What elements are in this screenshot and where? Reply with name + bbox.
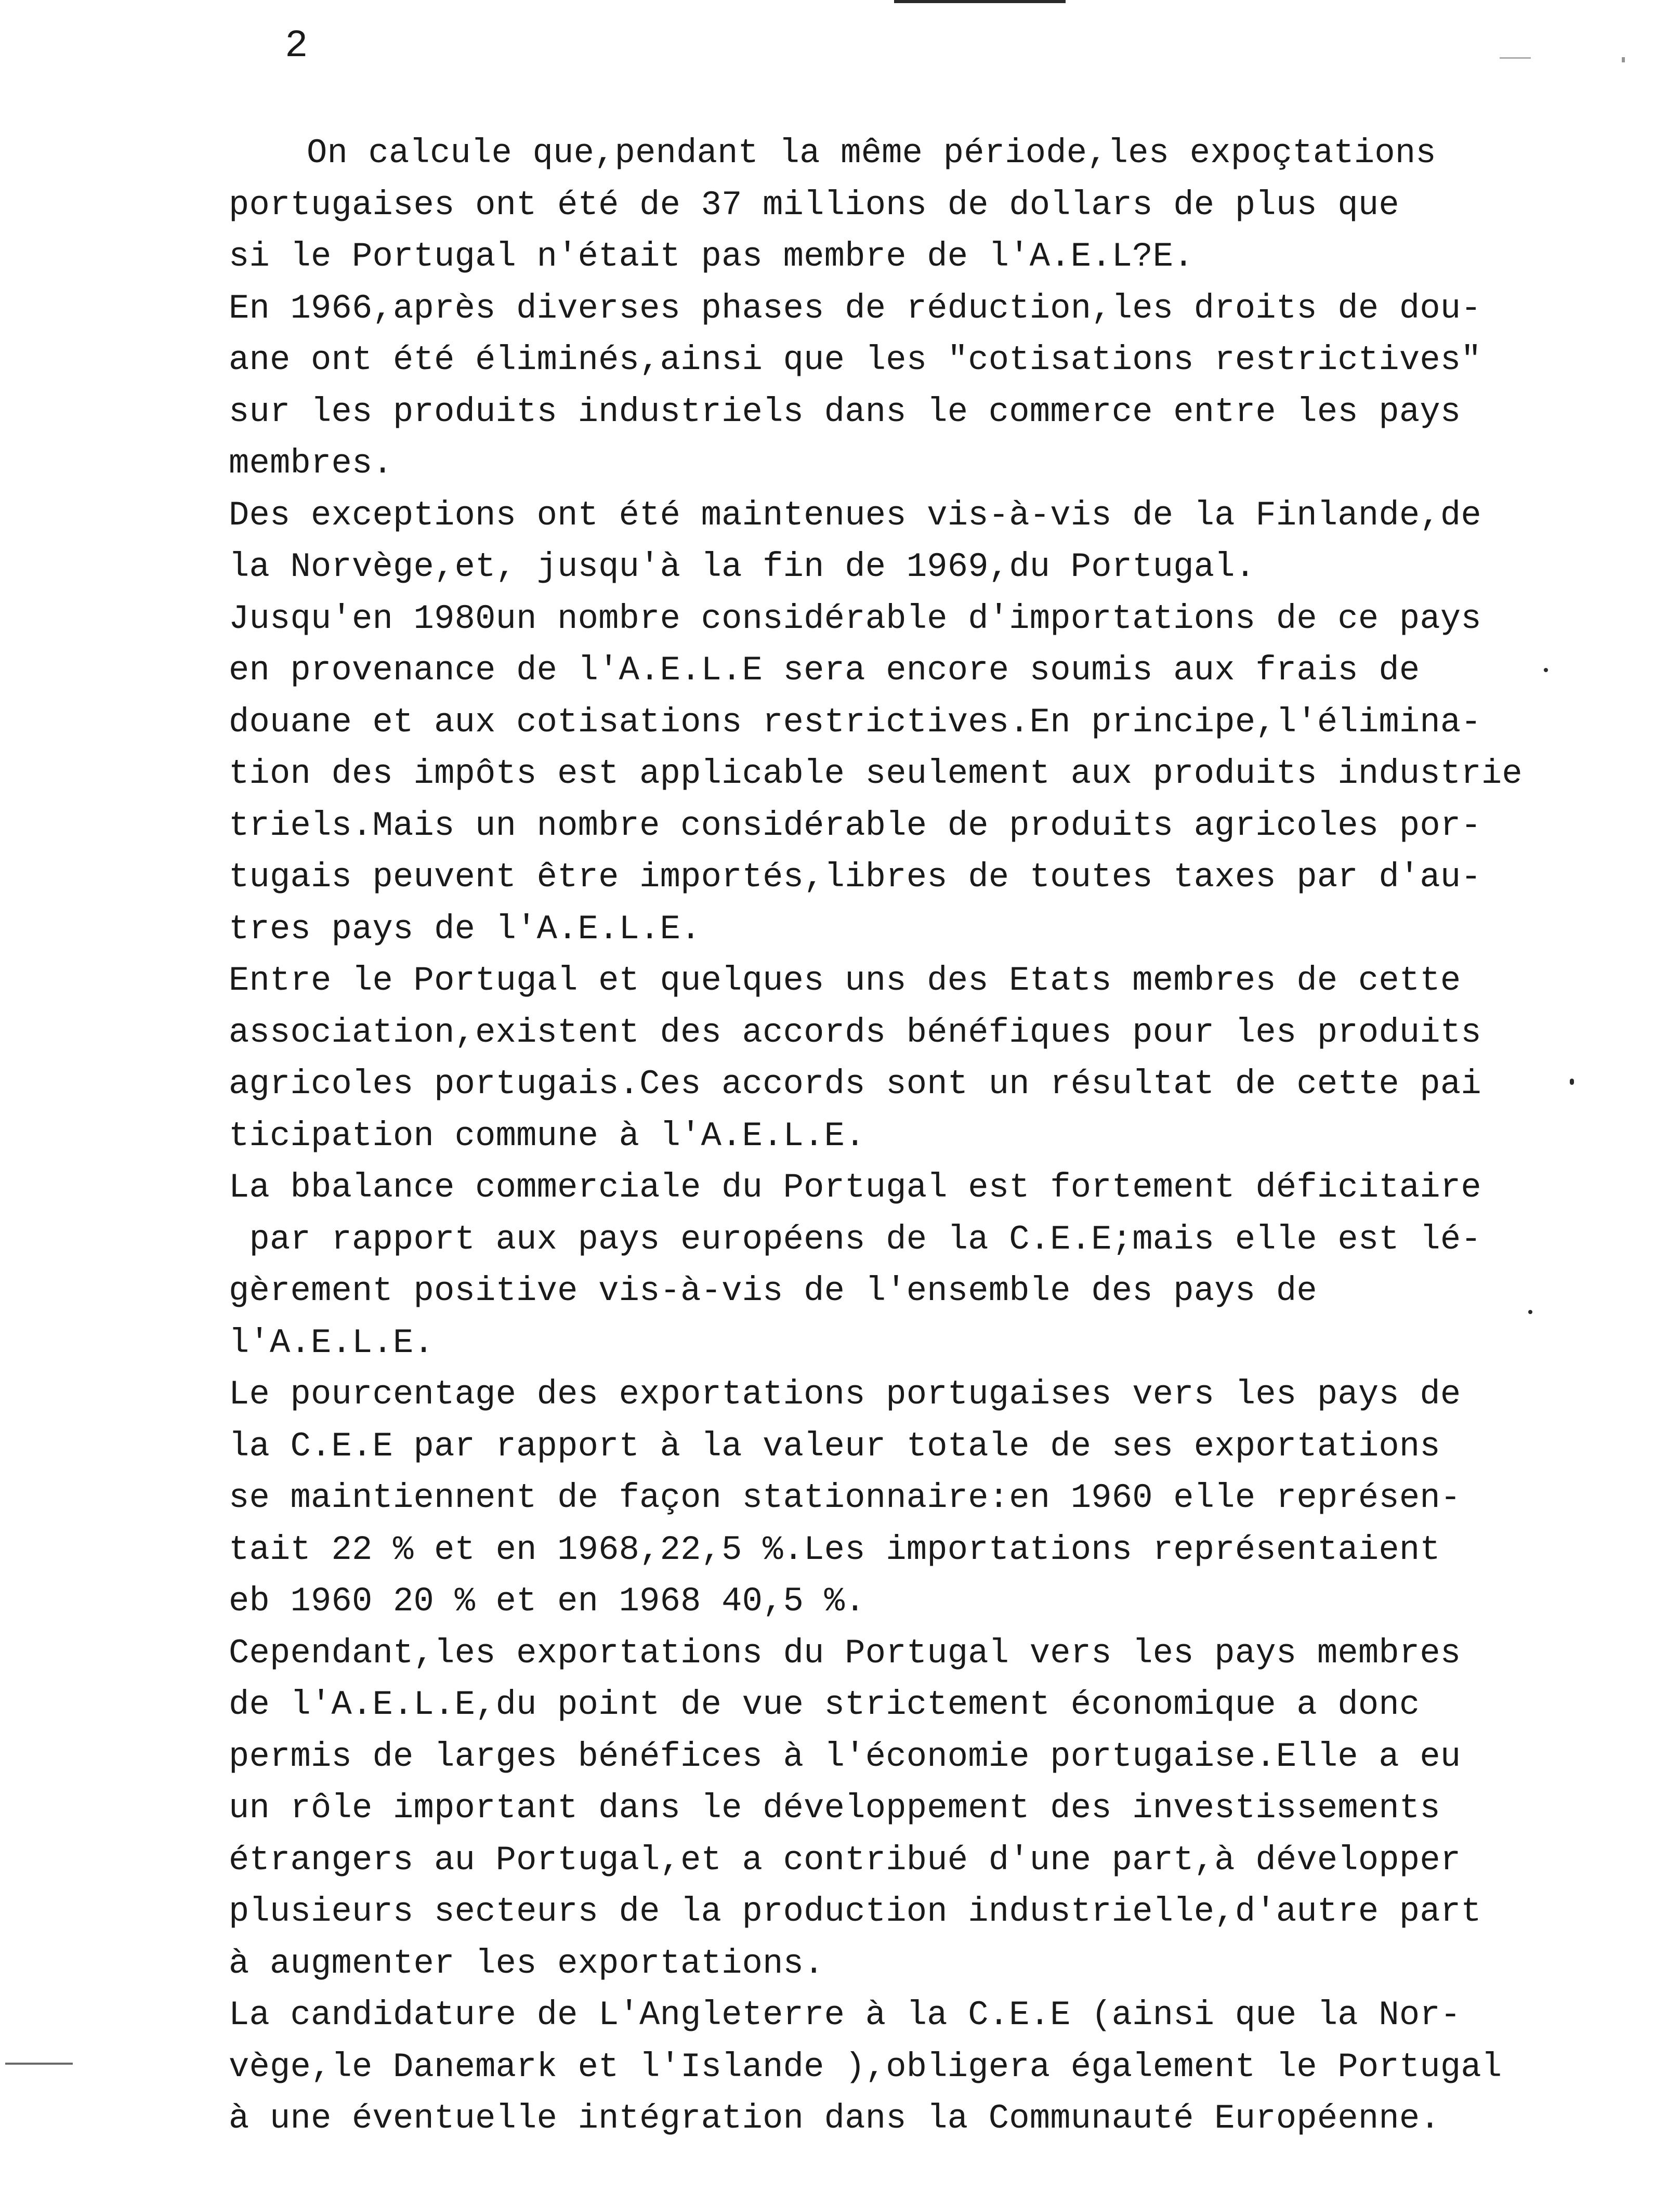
body-text: [229, 127, 1601, 2145]
text-line: douane et aux cotisations restrictives.En principe,l'élimina-: [229, 702, 1481, 742]
text-line: Des exceptions ont été maintenues vis-à-vis de la Finlande,de: [229, 495, 1481, 535]
text-line: Le pourcentage des exportations portugaises vers les pays de: [229, 1375, 1461, 1414]
text-line: association,existent des accords bénéfiques pour les produits: [229, 1013, 1481, 1052]
text-line: La bbalance commerciale du Portugal est fortement déficitaire: [229, 1168, 1481, 1207]
text-line: permis de larges bénéfices à l'économie portugaise.Elle a eu: [229, 1737, 1461, 1776]
text-line: vège,le Danemark et l'Islande ),obligera également le Portugal: [229, 2047, 1502, 2087]
text-line: par rapport aux pays européens de la C.E.E;mais elle est lé-: [229, 1219, 1481, 1259]
scan-mark-left: [5, 2063, 73, 2065]
text-line: La candidature de L'Angleterre à la C.E.E (ainsi que la Nor-: [229, 1996, 1461, 2035]
text-line: ticipation commune à l'A.E.L.E.: [229, 1116, 865, 1156]
text-line: tait 22 % et en 1968,22,5 %.Les importations représentaient: [229, 1530, 1440, 1569]
text-line: étrangers au Portugal,et a contribué d'une part,à développer: [229, 1840, 1461, 1880]
text-line: gèrement positive vis-à-vis de l'ensemble des pays de: [229, 1271, 1317, 1310]
page-number: 2: [285, 24, 308, 68]
text-line: plusieurs secteurs de la production industrielle,d'autre part: [229, 1892, 1481, 1931]
text-line: tugais peuvent être importés,libres de toutes taxes par d'au-: [229, 858, 1481, 897]
text-line: de l'A.E.L.E,du point de vue strictement économique a donc: [229, 1685, 1420, 1724]
text-line: Cependant,les exportations du Portugal vers les pays membres: [229, 1633, 1461, 1673]
text-line: tres pays de l'A.E.L.E.: [229, 909, 701, 949]
text-line: ane ont été éliminés,ainsi que les "cotisations restrictives": [229, 340, 1481, 379]
text-line: si le Portugal n'était pas membre de l'A.E.L?E.: [229, 237, 1194, 276]
text-line: membres.: [229, 444, 393, 483]
text-line: sur les produits industriels dans le commerce entre les pays: [229, 392, 1461, 431]
text-line: On calcule que,pendant la même période,les expoçtations: [307, 134, 1436, 173]
text-line: Jusqu'en 1980un nombre considérable d'importations de ce pays: [229, 599, 1481, 638]
text-line: triels.Mais un nombre considérable de produits agricoles por-: [229, 806, 1481, 845]
scan-speck-4: [1500, 57, 1531, 59]
text-line: la Norvège,et, jusqu'à la fin de 1969,du Portugal.: [229, 547, 1256, 586]
text-line: Entre le Portugal et quelques uns des Etats membres de cette: [229, 961, 1461, 1000]
scan-speck-5: [1622, 57, 1625, 62]
text-line: portugaises ont été de 37 millions de dollars de plus que: [229, 185, 1399, 225]
text-line: se maintiennent de façon stationnaire:en 1960 elle représen-: [229, 1478, 1461, 1517]
text-line: la C.E.E par rapport à la valeur totale de ses exportations: [229, 1426, 1440, 1466]
text-line: eb 1960 20 % et en 1968 40,5 %.: [229, 1582, 865, 1621]
text-line: à augmenter les exportations.: [229, 1944, 824, 1983]
text-line: tion des impôts est applicable seulement aux produits industrie: [229, 754, 1522, 793]
text-line: l'A.E.L.E.: [229, 1323, 435, 1362]
text-line: un rôle important dans le développement des investissements: [229, 1789, 1440, 1828]
text-line: en provenance de l'A.E.L.E sera encore soumis aux frais de: [229, 651, 1420, 690]
text-line: à une éventuelle intégration dans la Communauté Européenne.: [229, 2099, 1440, 2138]
text-line: agricoles portugais.Ces accords sont un résultat de cette pai: [229, 1065, 1481, 1104]
text-line: En 1966,après diverses phases de réduction,les droits de dou-: [229, 288, 1481, 328]
scan-mark-top: [894, 0, 1066, 3]
